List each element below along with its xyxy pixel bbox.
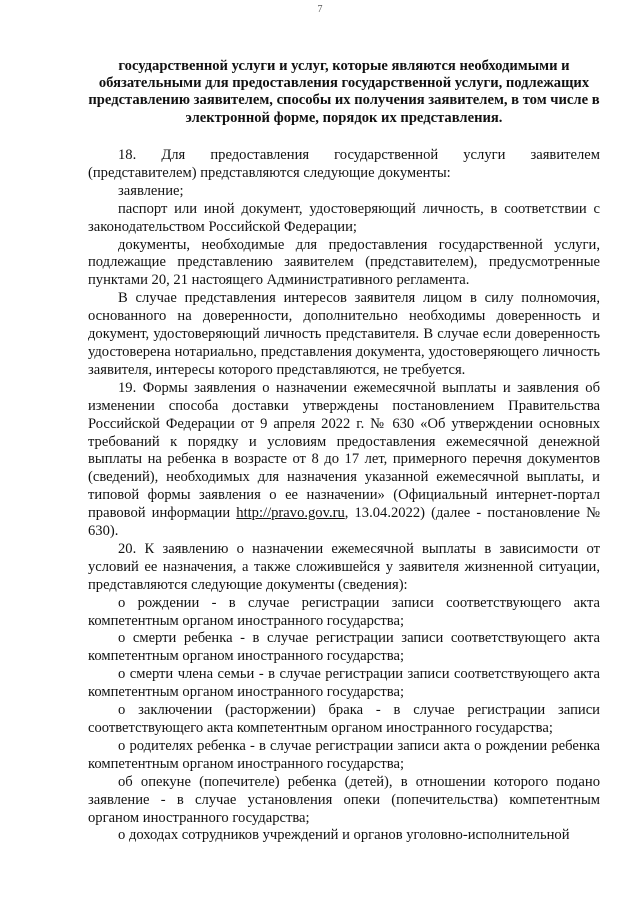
document-body xyxy=(88,147,600,845)
list-item-application: заявление; xyxy=(118,182,184,199)
paragraph-19-tail: , 13.04.2022) (далее - постановление № 630). xyxy=(88,505,600,540)
list-item-child-death: о смерти ребенка - в случае регистрации записи соответствующего акта компетентным органом иностранного государства; xyxy=(88,630,600,665)
list-item-family-death: о смерти члена семьи - в случае регистрации записи соответствующего акта компетентным органом иностранного государства; xyxy=(88,666,600,701)
paragraph-20: 20. К заявлению о назначении ежемесячной выплаты в зависимости от условий ее назначения, а также сложившейся у заявителя жизненной ситуации, представляются следующие документы (сведения): xyxy=(88,540,600,593)
pravo-link[interactable]: http://pravo.gov.ru xyxy=(236,505,345,522)
paragraph-representative: В случае представления интересов заявителя лицом в силу полномочия, основанного на доверенности, дополнительно необходимы доверенность и документ, удостоверяющий личность представителя. В случае если доверенность удостоверена нотариально, представления документа, удостоверяющего личность заявителя, интересы которого представляются, не требуется. xyxy=(88,290,600,378)
page-number: 7 xyxy=(317,4,323,15)
list-item-documents: документы, необходимые для предоставления государственной услуги, подлежащие представлению заявителем (представителем), предусмотренные пунктами 20, 21 настоящего Административного регламента. xyxy=(88,236,600,289)
paragraph-18: 18. Для предоставления государственной услуги заявителем (представителем) представляются следующие документы: xyxy=(88,147,600,181)
list-item-guardian: об опекуне (попечителе) ребенка (детей), в отношении которого подано заявление - в случае установления опеки (попечительства) компетентным органом иностранного государства; xyxy=(88,773,600,826)
list-item-marriage: о заключении (расторжении) брака - в случае регистрации записи соответствующего акта компетентным органом иностранного государства; xyxy=(88,702,600,736)
list-item-birth: о рождении - в случае регистрации записи соответствующего акта компетентным органом иностранного государства; xyxy=(88,594,600,629)
paragraph-19-text: 19. Формы заявления о назначении ежемесячной выплаты и заявления об изменении способа доставки утверждены постановлением Правительства Российской Федерации от 9 апреля 2022 г. № 630 «Об утверждении основных требований к порядку и условиям предоставления ежемесячной денежной выплаты на ребенка в возрасте от 8 до 17 лет, примерного перечня документов (сведений), необходимых для назначения указанной ежемесячной выплаты, и типовой формы заявления о ее назначении» (Официальный интернет-портал правовой информации xyxy=(88,379,600,522)
list-item-parents: о родителях ребенка - в случае регистрации записи акта о рождении ребенка компетентным органом иностранного государства; xyxy=(88,737,600,772)
paragraph-19 xyxy=(88,380,600,541)
list-item-income: о доходах сотрудников учреждений и органов уголовно-исполнительной xyxy=(118,827,570,844)
section-heading: государственной услуги и услуг, которые являются необходимыми и обязательными для предоставления государственной услуги, подлежащих представлению заявителем, способы их получения заявителем, в том числе в электронной форме, порядок их представления. xyxy=(88,58,600,126)
list-item-passport: паспорт или иной документ, удостоверяющий личность, в соответствии с законодательством Российской Федерации; xyxy=(88,200,600,235)
